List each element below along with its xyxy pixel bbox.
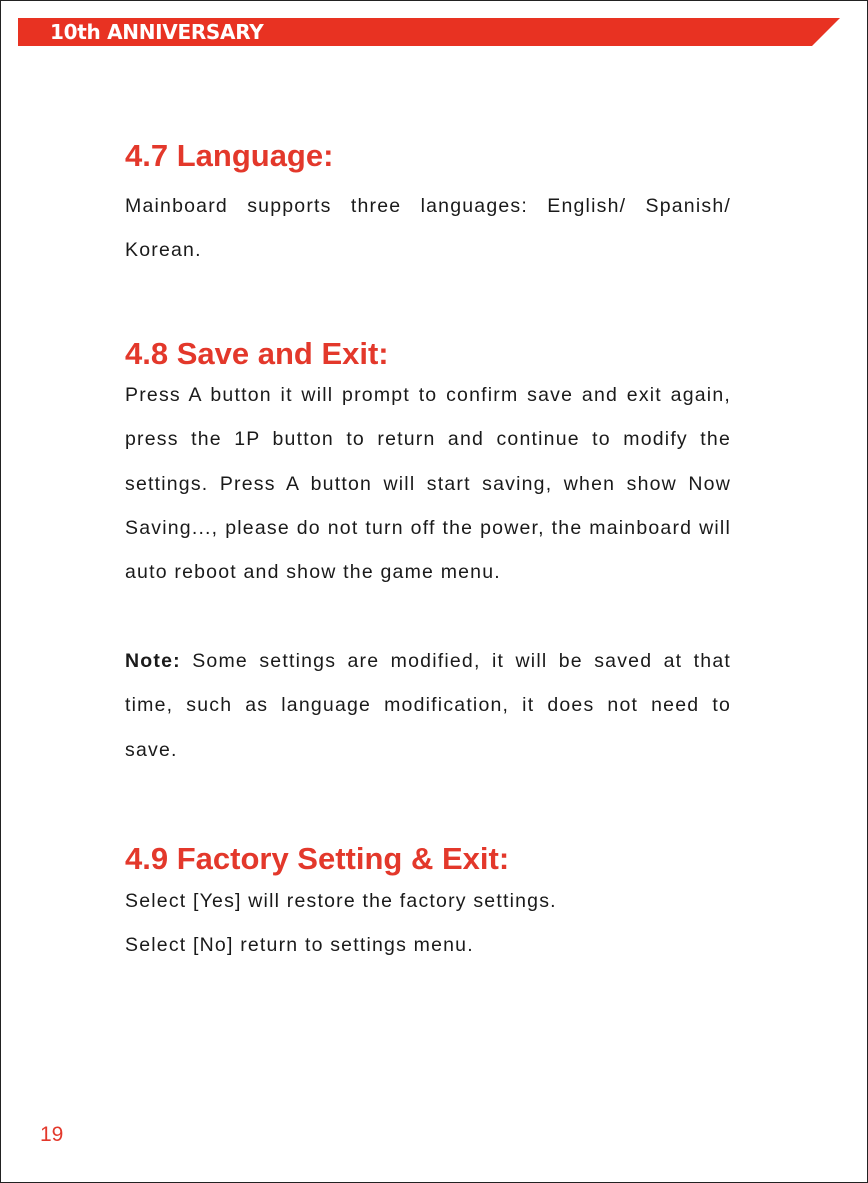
- banner-title: 10th ANNIVERSARY: [50, 20, 264, 44]
- section-heading-factory: 4.9 Factory Setting & Exit:: [125, 841, 510, 876]
- save-exit-paragraph: Press A button it will prompt to confirm save and exit again, press the 1P button to return and continue to modify the settings. Press A button will start saving, when show Now Saving..., please do not turn off the power, the mainboard will auto reboot and show the game menu.: [125, 384, 731, 584]
- factory-line-no: Select [No] return to settings menu.: [125, 934, 474, 956]
- page-number: 19: [40, 1123, 64, 1146]
- section-heading-save-exit: 4.8 Save and Exit:: [125, 336, 389, 371]
- language-paragraph: Mainboard supports three languages: English/ Spanish/ Korean.: [125, 195, 731, 262]
- factory-line-yes: Select [Yes] will restore the factory settings.: [125, 890, 557, 912]
- save-exit-note: [125, 639, 731, 772]
- note-label: Note:: [125, 650, 181, 672]
- section-heading-language: 4.7 Language:: [125, 138, 334, 173]
- note-text: Some settings are modified, it will be saved at that time, such as language modification, it does not need to save.: [125, 650, 732, 761]
